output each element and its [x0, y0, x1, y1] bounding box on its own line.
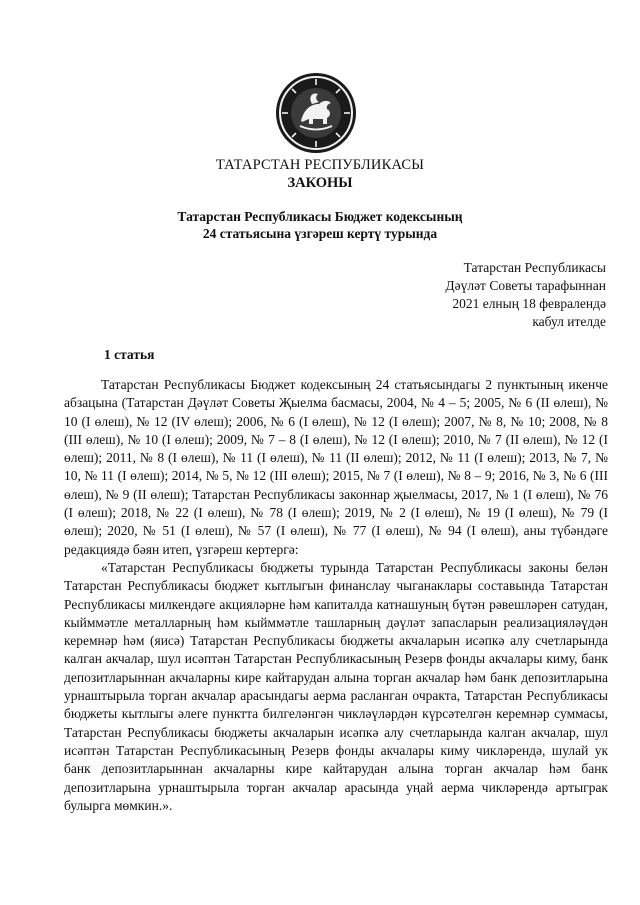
law-subject — [0, 208, 640, 242]
article-paragraph-2: «Татарстан Республикасы бюджеты турында Татарстан Республикасы законы белән Татарстан Республикасы бюджет кытлыгын финанслау чыганаклары составында Татарстан Республикасы милкендәге акцияләрне һәм капиталда катнашуның бүтән рәвешләрен сатудан, кыйммәтле металларның һәм кыйммәтле ташларның дәүләт запасларын реализацияләүдән керемнәр һәм (яисә) Татарстан Республикасы бюджеты акчаларын исәпкә алу счетларында калган акчалар, шул исәптән Татарстан Республикасының Резерв фонды акчалары киму, банк депозитларыннан акчаларны кире кайтарудан алына торган акчалар һәм банк депозитларына урнаштырыла торган акчалар арасындагы аерма расланган очракта, Татарстан Республикасы бюджеты кытлыгы әлеге пунктта билгеләнгән чикләүләрдән күрсәтелгән керемнәр суммасы, Татарстан Республикасы бюджеты акчаларын исәпкә алу счетларында калган акчалар, шул исәптән Татарстан Республикасының Резерв фонды акчалары киму чикләрендә, шулай ук банк депозитларыннан акчаларны кире кайтарудан алына торган акчалар һәм банк депозитларына урнаштырыла торган акчалар арасында уңай аерма чикләрендә артыграк булырга мөмкин.». — [64, 559, 608, 813]
subject-line-1: Татарстан Республикасы Бюджет кодексының — [177, 209, 463, 224]
adoption-line-3: 2021 елның 18 февралендә — [452, 296, 606, 311]
adoption-line-1: Татарстан Республикасы — [463, 260, 606, 275]
subject-line-2: 24 статьясына үзгәреш кертү турында — [202, 226, 438, 241]
article-paragraph-1: Татарстан Республикасы Бюджет кодексының 24 статьясындагы 2 пунктының икенче абзацына (Татарстан Дәүләт Советы Җыелма басмасы, 2004, № 4 – 5; 2005, № 6 (II өлеш), № 10 (I өлеш), № 12 (IV өлеш); 2006, № 6 (I өлеш), № 12 (I өлеш); 2007, № 8, № 10; 2008, № 8 (III өлеш), № 10 (I өлеш); 2009, № 7 – 8 (I өлеш), № 12 (I өлеш); 2010, № 7 (II өлеш), № 12 (I өлеш); 2011, № 8 (I өлеш), № 11 (I өлеш), № 11 (II өлеш); 2012, № 11 (I өлеш); 2013, № 7, № 10, № 11 (I өлеш); 2014, № 5, № 12 (III өлеш); 2015, № 7 (I өлеш), № 8 – 9; 2016, № 3, № 6 (III өлеш), № 9 (II өлеш); Татарстан Республикасы законнар җыелмасы, 2017, № 1 (I өлеш), № 76 (I өлеш); 2018, № 22 (I өлеш), № 78 (I өлеш); 2019, № 2 (I өлеш), № 19 (I өлеш), № 79 (I өлеш); 2020, № 51 (I өлеш), № 57 (I өлеш), № 77 (I өлеш), № 94 (I өлеш), аны түбәндәге редакциядә бәян итеп, үзгәреш кертергә: — [64, 377, 608, 557]
adoption-note — [445, 259, 606, 331]
adoption-line-4: кабул ителде — [532, 314, 606, 329]
article-heading: 1 статья — [104, 347, 155, 362]
adoption-line-2: Дәүләт Советы тарафыннан — [445, 278, 606, 293]
article-body — [64, 376, 608, 815]
document-header — [0, 157, 640, 192]
doc-type: ЗАКОНЫ — [287, 175, 353, 191]
org-name: ТАТАРСТАН РЕСПУБЛИКАСЫ — [215, 157, 425, 173]
coat-of-arms-icon — [274, 71, 358, 155]
